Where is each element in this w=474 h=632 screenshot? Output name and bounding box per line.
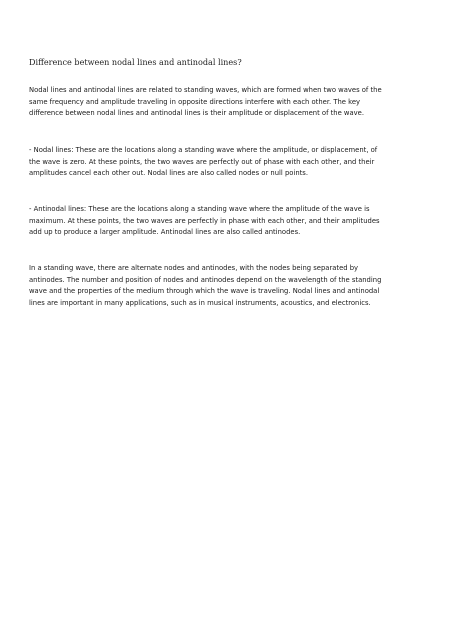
paragraph-line: same frequency and amplitude traveling in opposite directions interfere with each other. The key xyxy=(29,97,361,106)
paragraph-antinodal-lines xyxy=(29,204,449,239)
paragraph-line: - Nodal lines: These are the locations along a standing wave where the amplitude, or displacement, of xyxy=(29,146,378,154)
paragraph-line: add up to produce a larger amplitude. Antinodal lines are also called antinodes. xyxy=(29,228,301,236)
document-title: Difference between nodal lines and antinodal lines? xyxy=(29,57,242,67)
paragraph-line: wave and the properties of the medium through which the wave is traveling. Nodal lines and antinodal xyxy=(29,287,380,295)
paragraph-standing-wave xyxy=(29,263,449,309)
paragraph-line: amplitudes cancel each other out. Nodal lines are also called nodes or null points. xyxy=(29,169,309,177)
paragraph-line: In a standing wave, there are alternate nodes and antinodes, with the nodes being separated by xyxy=(29,264,359,272)
paragraph-line: antinodes. The number and position of nodes and antinodes depend on the wavelength of the standing xyxy=(29,275,382,284)
paragraph-line: maximum. At these points, the two waves are perfectly in phase with each other, and their amplitudes xyxy=(29,216,380,225)
paragraph-line: Nodal lines and antinodal lines are related to standing waves, which are formed when two waves of the xyxy=(29,86,382,94)
paragraph-line: the wave is zero. At these points, the two waves are perfectly out of phase with each other, and their xyxy=(29,157,375,166)
paragraph-line: - Antinodal lines: These are the locations along a standing wave where the amplitude of the wave is xyxy=(29,205,370,213)
paragraph-line: lines are important in many applications, such as in musical instruments, acoustics, and electronics. xyxy=(29,298,371,307)
paragraph-nodal-lines xyxy=(29,145,449,180)
paragraph-line: difference between nodal lines and antinodal lines is their amplitude or displacement of the wave. xyxy=(29,109,365,117)
paragraph-intro xyxy=(29,85,449,120)
